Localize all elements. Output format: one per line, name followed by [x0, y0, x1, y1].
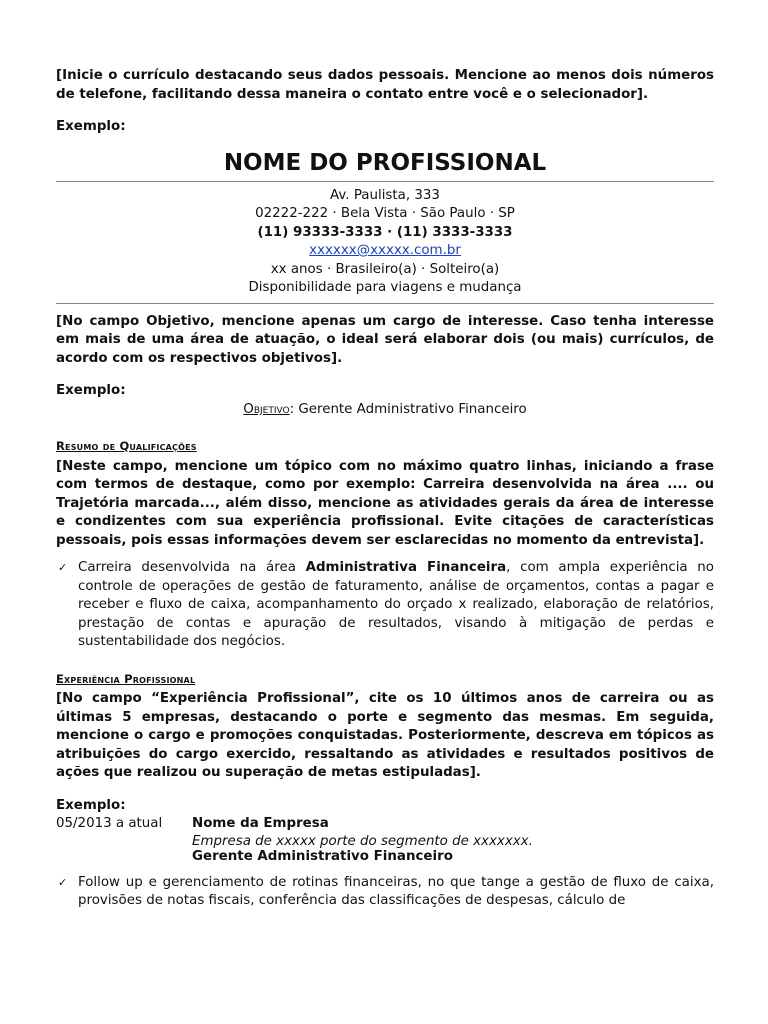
intro-instruction: [Inicie o currículo destacando seus dados pessoais. Mencione ao menos dois números de telefone, facilitando dessa maneira o contato entre você e o selecionador].: [56, 68, 714, 102]
city-line: 02222-222 · Bela Vista · São Paulo · SP: [255, 206, 515, 221]
experience-instruction: [No campo “Experiência Profissional”, cite os 10 últimos anos de carreira ou as últimas 5 empresas, destacando o porte e segmento das mesmas. Em seguida, mencione o cargo e promoções conquistadas. Posteriormente, descreva em tópicos as atribuições do cargo exercido, ressaltando as atividades e resultados positivos de ações que realizou ou superação de metas estipuladas].: [56, 691, 714, 780]
address-line: Av. Paulista, 333: [330, 187, 440, 203]
qualifications-bullet-highlight: Administrativa Financeira: [305, 560, 507, 575]
experience-details: [192, 815, 714, 865]
objective-label: Objetivo: [243, 401, 290, 417]
intro-example-label: Exemplo:: [56, 119, 126, 134]
experience-heading: Experiência Profissional: [56, 671, 196, 686]
experience-example-label: Exemplo:: [56, 797, 126, 813]
objective-value: Gerente Administrativo Financeiro: [298, 401, 527, 417]
objective-line: [56, 401, 714, 420]
objective-instruction: [No campo Objetivo, mencione apenas um cargo de interesse. Caso tenha interesse em mais de uma área de atuação, o ideal será elaborar dois (ou mais) currículos, de acordo com os respectivos objetivos].: [56, 313, 714, 366]
personal-line: xx anos · Brasileiro(a) · Solteiro(a): [270, 261, 500, 277]
email-link[interactable]: xxxxxx@xxxxx.com.br: [309, 243, 461, 258]
qualifications-bullet: [56, 559, 714, 652]
role-title: Gerente Administrativo Financeiro: [192, 848, 453, 864]
professional-name: NOME DO PROFISSIONAL: [56, 149, 714, 182]
company-description: Empresa de xxxxx porte do segmento de xxxxxxx.: [192, 833, 533, 849]
qualifications-bullet-post: , com ampla experiência no controle de operações de gestão de faturamento, análise de orçamentos, contas a pagar e receber e fluxo de caixa, acompanhamento do orçado x realizado, elaboração de relatórios, prestação de contas e apuração de resultados, visando à mitigação de perdas e sustentabilidade dos negócios.: [78, 560, 714, 649]
experience-period: 05/2013 a atual: [56, 816, 163, 831]
contact-block: [56, 187, 714, 304]
check-icon: ✓: [58, 875, 68, 889]
qualifications-heading: Resumo de Qualificações: [56, 439, 197, 453]
check-icon: ✓: [58, 561, 68, 574]
availability-line: Disponibilidade para viagens e mudança: [248, 280, 522, 295]
objective-colon: :: [289, 401, 295, 417]
resume-content: [56, 67, 714, 911]
objective-example-label: Exemplo:: [56, 383, 126, 398]
experience-entry: [56, 815, 714, 865]
qualifications-bullet-pre: Carreira desenvolvida na área: [78, 560, 306, 575]
phones-line: (11) 93333-3333 · (11) 3333-3333: [257, 224, 513, 240]
experience-bullet: [56, 874, 714, 911]
experience-bullet-text: Follow up e gerenciamento de rotinas financeiras, no que tange a gestão de fluxo de caixa, provisões de notas fiscais, conferência das classificações de despesas, cálculo de: [78, 874, 714, 908]
company-name: Nome da Empresa: [192, 816, 329, 831]
qualifications-instruction: [Neste campo, mencione um tópico com no máximo quatro linhas, iniciando a frase com termos de destaque, como por exemplo: Carreira desenvolvida na área .... ou Trajetória marcada..., além disso, mencione as atividades gerais da área de interesse e condizentes com sua experiência profissional. Evite citações de características pessoais, pois essas informações devem ser esclarecidas no momento da entrevista].: [56, 458, 714, 548]
